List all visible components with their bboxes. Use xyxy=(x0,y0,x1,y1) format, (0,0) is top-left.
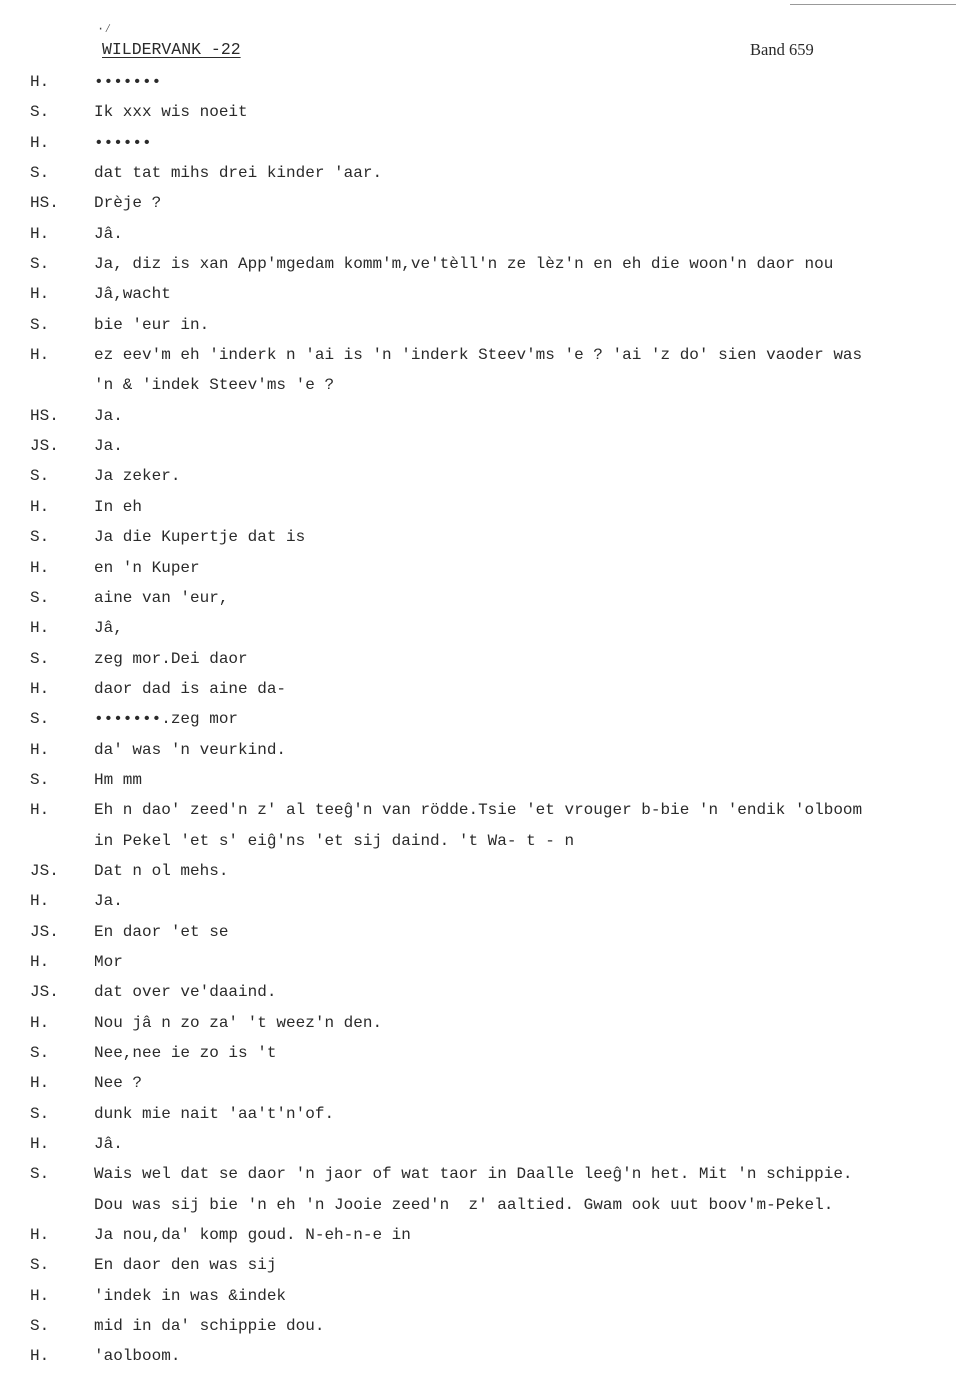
speaker-label: S. xyxy=(30,649,50,668)
utterance-text: daor dad is aine da- xyxy=(94,679,287,698)
transcript-line xyxy=(0,799,966,829)
transcript-line xyxy=(0,678,966,708)
utterance-text: Dat n ol mehs. xyxy=(94,861,229,880)
speaker-label: H. xyxy=(30,679,50,698)
transcript-line xyxy=(0,617,966,647)
transcript-line xyxy=(0,1194,966,1224)
transcript-line xyxy=(0,951,966,981)
speaker-label: JS. xyxy=(30,437,59,456)
utterance-text: Ja, diz is xan App'mgedam komm'm,ve'tèll'n ze lèz'n en eh die woon'n daor nou xyxy=(94,255,834,274)
speaker-label: HS. xyxy=(30,194,59,213)
transcript-line xyxy=(0,101,966,131)
utterance-text: aine van 'eur, xyxy=(94,588,229,607)
utterance-text: Ja zeker. xyxy=(94,467,181,486)
speaker-label: S. xyxy=(30,528,50,547)
utterance-text: Eh n dao' zeed'n z' al teeĝ'n van rödde.Tsie 'et vrouger b-bie 'n 'endik 'olboom xyxy=(94,801,863,820)
transcript-line xyxy=(0,557,966,587)
speaker-label: H. xyxy=(30,740,50,759)
utterance-text: Ja. xyxy=(94,892,123,911)
speaker-label: JS. xyxy=(30,861,59,880)
speaker-label: H. xyxy=(30,1286,50,1305)
transcript-line xyxy=(0,1345,966,1375)
speaker-label: H. xyxy=(30,1135,50,1154)
transcript-line xyxy=(0,708,966,738)
speaker-label: S. xyxy=(30,1317,50,1336)
speaker-label: S. xyxy=(30,1104,50,1123)
utterance-text: Jâ. xyxy=(94,224,123,243)
utterance-text: mid in da' schippie dou. xyxy=(94,1317,325,1336)
utterance-text: Jâ,wacht xyxy=(94,285,171,304)
transcript-line xyxy=(0,1315,966,1345)
band-number: Band 659 xyxy=(750,40,814,59)
transcript-line xyxy=(0,1072,966,1102)
speaker-label: H. xyxy=(30,73,50,91)
utterance-text: Ja nou,da' komp goud. N-eh-n-e in xyxy=(94,1226,411,1245)
transcript-line xyxy=(0,739,966,769)
utterance-text: 'indek in was &indek xyxy=(94,1286,287,1305)
transcript-line xyxy=(0,1254,966,1284)
transcript-line xyxy=(0,587,966,617)
transcript-line xyxy=(0,405,966,435)
speaker-label: H. xyxy=(30,346,50,365)
transcript-line xyxy=(0,314,966,344)
utterance-text: Nee ? xyxy=(94,1074,143,1093)
transcript-line xyxy=(0,1012,966,1042)
utterance-text: •••••• xyxy=(94,133,152,152)
transcript-line xyxy=(0,1224,966,1254)
utterance-text: Hm mm xyxy=(94,770,143,789)
transcript-line xyxy=(0,830,966,860)
utterance-text: bie 'eur in. xyxy=(94,315,210,334)
utterance-text: ••••••• xyxy=(94,73,162,91)
transcript-line xyxy=(0,1042,966,1072)
utterance-text: en 'n Kuper xyxy=(94,558,200,577)
transcript-line xyxy=(0,1285,966,1315)
speaker-label: H. xyxy=(30,801,50,820)
transcript-line xyxy=(0,1103,966,1133)
utterance-text: da' was 'n veurkind. xyxy=(94,740,287,759)
speaker-label: S. xyxy=(30,1165,50,1184)
speaker-label: S. xyxy=(30,1044,50,1062)
utterance-text: 'n & 'indek Steev'ms 'e ? xyxy=(94,376,335,395)
speaker-label: H. xyxy=(30,892,50,911)
speaker-label: H. xyxy=(30,497,50,516)
speaker-label: H. xyxy=(30,619,50,638)
utterance-text: Wais wel dat se daor 'n jaor of wat taor in Daalle leeĝ'n het. Mit 'n schippie. xyxy=(94,1165,853,1184)
transcript-line xyxy=(0,648,966,678)
speaker-label: H. xyxy=(30,1074,50,1093)
utterance-text: Nee,nee ie zo is 't xyxy=(94,1044,277,1062)
transcript-line xyxy=(0,890,966,920)
transcript-line xyxy=(0,132,966,162)
utterance-text: dat tat mihs drei kinder 'aar. xyxy=(94,164,383,183)
utterance-text: Jâ. xyxy=(94,1135,123,1154)
page-title: WILDERVANK -22 xyxy=(102,40,241,59)
speaker-label: S. xyxy=(30,588,50,607)
speaker-label: H. xyxy=(30,1347,50,1366)
transcript-line xyxy=(0,223,966,253)
utterance-text: Ja. xyxy=(94,437,123,456)
utterance-text: Ja die Kupertje dat is xyxy=(94,528,306,547)
transcript-line xyxy=(0,496,966,526)
speaker-label: S. xyxy=(30,315,50,334)
transcript xyxy=(0,71,966,1376)
transcript-line xyxy=(0,769,966,799)
utterance-text: En daor 'et se xyxy=(94,922,229,941)
utterance-text: Dou was sij bie 'n eh 'n Jooie zeed'n z' aaltied. Gwam ook uut boov'm-Pekel. xyxy=(94,1195,834,1214)
transcript-line xyxy=(0,1163,966,1193)
speaker-label: S. xyxy=(30,710,50,729)
speaker-label: S. xyxy=(30,164,50,183)
utterance-text: 'aolboom. xyxy=(94,1347,181,1366)
utterance-text: dat over ve'daaind. xyxy=(94,983,277,1002)
utterance-text: En daor den was sij xyxy=(94,1256,277,1275)
speaker-label: H. xyxy=(30,558,50,577)
transcript-line xyxy=(0,283,966,313)
speaker-label: S. xyxy=(30,103,50,122)
utterance-text: Ik xxx wis noeit xyxy=(94,103,248,122)
speaker-label: HS. xyxy=(30,406,59,425)
speaker-label: H. xyxy=(30,224,50,243)
utterance-text: Jâ, xyxy=(94,619,123,638)
utterance-text: Mor xyxy=(94,952,123,971)
transcript-line xyxy=(0,374,966,404)
speaker-label: H. xyxy=(30,1013,50,1032)
transcript-line xyxy=(0,344,966,374)
utterance-text: dunk mie nait 'aa't'n'of. xyxy=(94,1104,335,1123)
transcript-line xyxy=(0,921,966,951)
transcript-line xyxy=(0,192,966,222)
speaker-label: H. xyxy=(30,1226,50,1245)
speaker-label: H. xyxy=(30,133,50,152)
speaker-label: H. xyxy=(30,285,50,304)
utterance-text: In eh xyxy=(94,497,143,516)
speaker-label: S. xyxy=(30,467,50,486)
speaker-label: S. xyxy=(30,255,50,274)
transcript-line xyxy=(0,1133,966,1163)
utterance-text: •••••••.zeg mor xyxy=(94,710,239,729)
utterance-text: Drèje ? xyxy=(94,194,162,213)
utterance-text: in Pekel 'et s' eiĝ'ns 'et sij daind. 't Wa- t - n xyxy=(94,831,575,850)
transcript-line xyxy=(0,465,966,495)
transcript-line xyxy=(0,526,966,556)
utterance-text: Nou jâ n zo za' 't weez'n den. xyxy=(94,1013,383,1032)
transcript-line xyxy=(0,860,966,890)
utterance-text: Ja. xyxy=(94,406,123,425)
transcript-line xyxy=(0,162,966,192)
transcript-line xyxy=(0,435,966,465)
pen-mark: ·∕ xyxy=(97,22,112,36)
speaker-label: S. xyxy=(30,770,50,789)
utterance-text: ez eev'm eh 'inderk n 'ai is 'n 'inderk Steev'ms 'e ? 'ai 'z do' sien vaoder was xyxy=(94,346,863,365)
utterance-text: zeg mor.Dei daor xyxy=(94,649,248,668)
transcript-line xyxy=(0,981,966,1011)
speaker-label: S. xyxy=(30,1256,50,1275)
top-rule xyxy=(790,4,956,5)
speaker-label: H. xyxy=(30,952,50,971)
transcript-line xyxy=(0,253,966,283)
speaker-label: JS. xyxy=(30,922,59,941)
speaker-label: JS. xyxy=(30,983,59,1002)
transcript-line xyxy=(0,71,966,101)
